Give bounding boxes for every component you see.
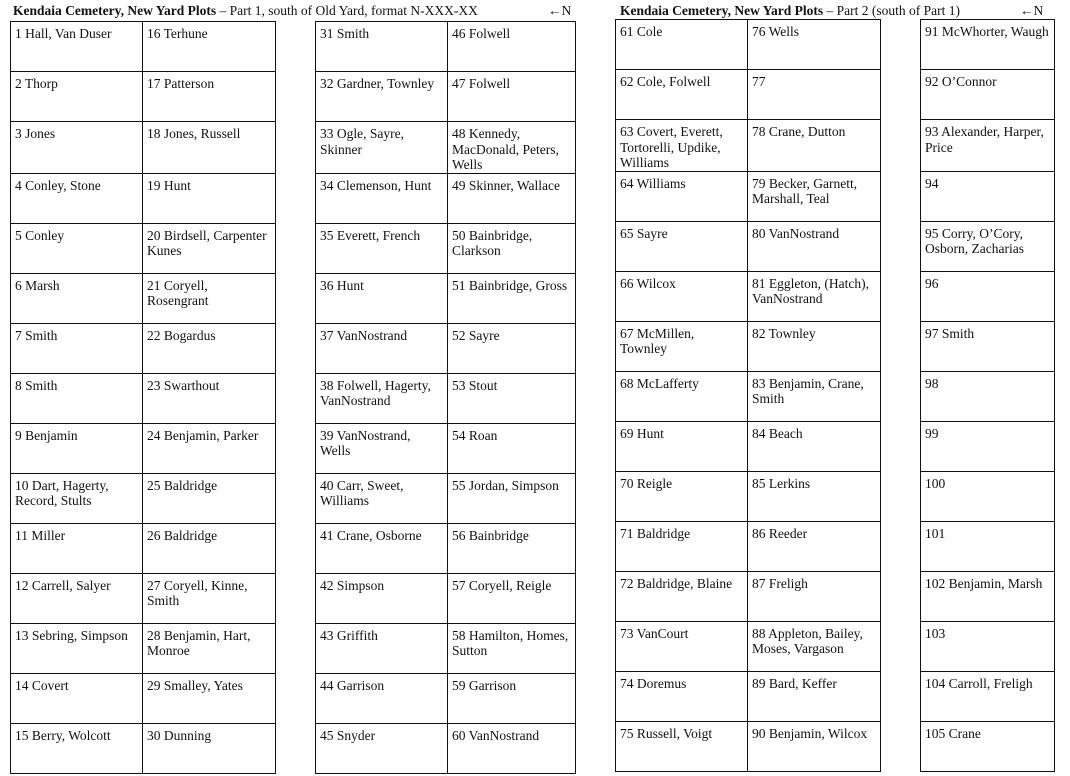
plot-cell: 34 Clemenson, Hunt (316, 173, 448, 223)
plot-cell: 49 Skinner, Wallace (448, 173, 576, 223)
plot-cell: 30 Dunning (143, 723, 276, 773)
plot-cell: 16 Terhune (143, 22, 276, 72)
plot-cell: 103 (921, 621, 1055, 671)
plot-row (11, 173, 576, 223)
plot-cell: 11 Miller (11, 523, 143, 573)
plot-cell: 23 Swarthout (143, 373, 276, 423)
plot-cell: 46 Folwell (448, 22, 576, 72)
gap-cell (276, 423, 316, 473)
plot-cell: 35 Everett, French (316, 223, 448, 273)
gap-cell (881, 721, 921, 771)
part2-title-rest: – Part 2 (south of Part 1) (823, 3, 960, 18)
plot-cell: 102 Benjamin, Marsh (921, 571, 1055, 621)
plot-cell: 10 Dart, Hagerty, Record, Stults (11, 473, 143, 523)
part2-title-bold: Kendaia Cemetery, New Yard Plots (620, 3, 824, 18)
plot-row (616, 621, 1055, 671)
gap-cell (276, 623, 316, 673)
plot-row (616, 171, 1055, 221)
plot-cell: 73 VanCourt (616, 621, 748, 671)
plot-cell: 38 Folwell, Hagerty, VanNostrand (316, 373, 448, 423)
plot-cell: 97 Smith (921, 321, 1055, 371)
plot-cell: 54 Roan (448, 423, 576, 473)
plot-cell: 4 Conley, Stone (11, 173, 143, 223)
part2-north-arrow: ←N (1020, 3, 1044, 18)
plot-cell: 39 VanNostrand, Wells (316, 423, 448, 473)
plot-cell: 52 Sayre (448, 323, 576, 373)
plot-cell: 5 Conley (11, 223, 143, 273)
plot-cell: 25 Baldridge (143, 473, 276, 523)
plot-cell: 48 Kennedy, MacDonald, Peters, Wells (448, 122, 576, 174)
plot-cell: 57 Coryell, Reigle (448, 573, 576, 623)
plot-cell: 40 Carr, Sweet, Williams (316, 473, 448, 523)
plot-row (11, 623, 576, 673)
plot-row (11, 423, 576, 473)
plot-cell: 77 (748, 70, 881, 120)
gap-cell (276, 523, 316, 573)
plot-row (616, 721, 1055, 771)
part1-north-arrow: ←N (548, 3, 572, 18)
plot-row (11, 72, 576, 122)
plot-cell: 61 Cole (616, 20, 748, 70)
plot-row (11, 122, 576, 174)
plot-cell: 88 Appleton, Bailey, Moses, Vargason (748, 621, 881, 671)
plot-cell: 2 Thorp (11, 72, 143, 122)
plot-cell: 96 (921, 271, 1055, 321)
gap-cell (881, 321, 921, 371)
plot-cell: 87 Freligh (748, 571, 881, 621)
plot-cell: 81 Eggleton, (Hatch), VanNostrand (748, 271, 881, 321)
plot-cell: 13 Sebring, Simpson (11, 623, 143, 673)
plot-row (616, 20, 1055, 70)
plot-cell: 100 (921, 471, 1055, 521)
gap-cell (276, 22, 316, 72)
plot-cell: 93 Alexander, Harper, Price (921, 120, 1055, 172)
gap-cell (881, 421, 921, 471)
plot-cell: 68 McLafferty (616, 371, 748, 421)
plot-row (11, 223, 576, 273)
plot-cell: 63 Covert, Everett, Tortorelli, Updike, Williams (616, 120, 748, 172)
plot-cell: 105 Crane (921, 721, 1055, 771)
plot-cell: 12 Carrell, Salyer (11, 573, 143, 623)
plot-cell: 8 Smith (11, 373, 143, 423)
plot-cell: 37 VanNostrand (316, 323, 448, 373)
part2-plot-table (615, 19, 1055, 772)
plot-cell: 59 Garrison (448, 673, 576, 723)
part2-title (620, 3, 960, 19)
plot-cell: 9 Benjamin (11, 423, 143, 473)
gap-cell (881, 521, 921, 571)
plot-cell: 14 Covert (11, 673, 143, 723)
gap-cell (276, 323, 316, 373)
plot-row (11, 473, 576, 523)
plot-cell: 83 Benjamin, Crane, Smith (748, 371, 881, 421)
plot-cell: 51 Bainbridge, Gross (448, 273, 576, 323)
gap-cell (881, 621, 921, 671)
gap-cell (881, 671, 921, 721)
gap-cell (881, 571, 921, 621)
plot-cell: 47 Folwell (448, 72, 576, 122)
plot-cell: 28 Benjamin, Hart, Monroe (143, 623, 276, 673)
plot-cell: 98 (921, 371, 1055, 421)
plot-cell: 18 Jones, Russell (143, 122, 276, 174)
plot-cell: 56 Bainbridge (448, 523, 576, 573)
plot-cell: 104 Carroll, Freligh (921, 671, 1055, 721)
plot-row (616, 421, 1055, 471)
plot-cell: 85 Lerkins (748, 471, 881, 521)
plot-cell: 43 Griffith (316, 623, 448, 673)
gap-cell (881, 471, 921, 521)
gap-cell (276, 72, 316, 122)
plot-cell: 3 Jones (11, 122, 143, 174)
plot-row (616, 471, 1055, 521)
plot-cell: 74 Doremus (616, 671, 748, 721)
plot-row (11, 723, 576, 773)
plot-cell: 62 Cole, Folwell (616, 70, 748, 120)
gap-cell (881, 271, 921, 321)
plot-row (616, 571, 1055, 621)
plot-cell: 101 (921, 521, 1055, 571)
plot-cell: 78 Crane, Dutton (748, 120, 881, 172)
plot-cell: 64 Williams (616, 171, 748, 221)
plot-cell: 65 Sayre (616, 221, 748, 271)
plot-cell: 1 Hall, Van Duser (11, 22, 143, 72)
plot-row (616, 371, 1055, 421)
gap-cell (276, 373, 316, 423)
plot-cell: 44 Garrison (316, 673, 448, 723)
plot-cell: 92 O’Connor (921, 70, 1055, 120)
gap-cell (881, 20, 921, 70)
plot-cell: 66 Wilcox (616, 271, 748, 321)
plot-row (616, 221, 1055, 271)
plot-row (616, 321, 1055, 371)
gap-cell (276, 173, 316, 223)
plot-row (616, 70, 1055, 120)
plot-cell: 17 Patterson (143, 72, 276, 122)
plot-cell: 53 Stout (448, 373, 576, 423)
plot-cell: 7 Smith (11, 323, 143, 373)
plot-cell: 86 Reeder (748, 521, 881, 571)
plot-cell: 6 Marsh (11, 273, 143, 323)
plot-cell: 26 Baldridge (143, 523, 276, 573)
plot-row (11, 323, 576, 373)
plot-cell: 55 Jordan, Simpson (448, 473, 576, 523)
plot-cell: 95 Corry, O’Cory, Osborn, Zacharias (921, 221, 1055, 271)
plot-cell: 67 McMillen, Townley (616, 321, 748, 371)
plot-cell: 76 Wells (748, 20, 881, 70)
gap-cell (276, 122, 316, 174)
part1-title-rest: – Part 1, south of Old Yard, format N-XXX-XX (216, 3, 478, 18)
part1-plot-table (10, 21, 576, 774)
plot-row (11, 273, 576, 323)
plot-row (11, 673, 576, 723)
plot-cell: 72 Baldridge, Blaine (616, 571, 748, 621)
plot-cell: 94 (921, 171, 1055, 221)
plot-cell: 42 Simpson (316, 573, 448, 623)
plot-cell: 22 Bogardus (143, 323, 276, 373)
plot-row (11, 373, 576, 423)
plot-cell: 27 Coryell, Kinne, Smith (143, 573, 276, 623)
plot-cell: 91 McWhorter, Waugh (921, 20, 1055, 70)
plot-cell: 36 Hunt (316, 273, 448, 323)
plot-cell: 80 VanNostrand (748, 221, 881, 271)
gap-cell (881, 70, 921, 120)
gap-cell (276, 273, 316, 323)
gap-cell (881, 120, 921, 172)
plot-cell: 89 Bard, Keffer (748, 671, 881, 721)
plot-cell: 90 Benjamin, Wilcox (748, 721, 881, 771)
plot-cell: 32 Gardner, Townley (316, 72, 448, 122)
plot-cell: 21 Coryell, Rosengrant (143, 273, 276, 323)
plot-cell: 75 Russell, Voigt (616, 721, 748, 771)
plot-row (616, 671, 1055, 721)
plot-cell: 79 Becker, Garnett, Marshall, Teal (748, 171, 881, 221)
gap-cell (276, 723, 316, 773)
plot-cell: 41 Crane, Osborne (316, 523, 448, 573)
gap-cell (881, 221, 921, 271)
gap-cell (881, 171, 921, 221)
plot-cell: 60 VanNostrand (448, 723, 576, 773)
plot-cell: 84 Beach (748, 421, 881, 471)
plot-cell: 50 Bainbridge, Clarkson (448, 223, 576, 273)
plot-cell: 33 Ogle, Sayre, Skinner (316, 122, 448, 174)
plot-cell: 29 Smalley, Yates (143, 673, 276, 723)
plot-cell: 69 Hunt (616, 421, 748, 471)
gap-cell (276, 223, 316, 273)
plot-cell: 31 Smith (316, 22, 448, 72)
plot-cell: 15 Berry, Wolcott (11, 723, 143, 773)
plot-cell: 70 Reigle (616, 471, 748, 521)
plot-cell: 71 Baldridge (616, 521, 748, 571)
plot-row (616, 271, 1055, 321)
plot-cell: 99 (921, 421, 1055, 471)
part1-title-bold: Kendaia Cemetery, New Yard Plots (13, 3, 217, 18)
plot-row (616, 521, 1055, 571)
plot-cell: 24 Benjamin, Parker (143, 423, 276, 473)
gap-cell (881, 371, 921, 421)
plot-row (11, 523, 576, 573)
plot-row (11, 22, 576, 72)
plot-cell: 20 Birdsell, Carpenter Kunes (143, 223, 276, 273)
plot-cell: 82 Townley (748, 321, 881, 371)
plot-cell: 58 Hamilton, Homes, Sutton (448, 623, 576, 673)
plot-cell: 45 Snyder (316, 723, 448, 773)
part1-title (13, 3, 478, 19)
gap-cell (276, 573, 316, 623)
plot-row (11, 573, 576, 623)
plot-row (616, 120, 1055, 172)
plot-cell: 19 Hunt (143, 173, 276, 223)
gap-cell (276, 673, 316, 723)
gap-cell (276, 473, 316, 523)
